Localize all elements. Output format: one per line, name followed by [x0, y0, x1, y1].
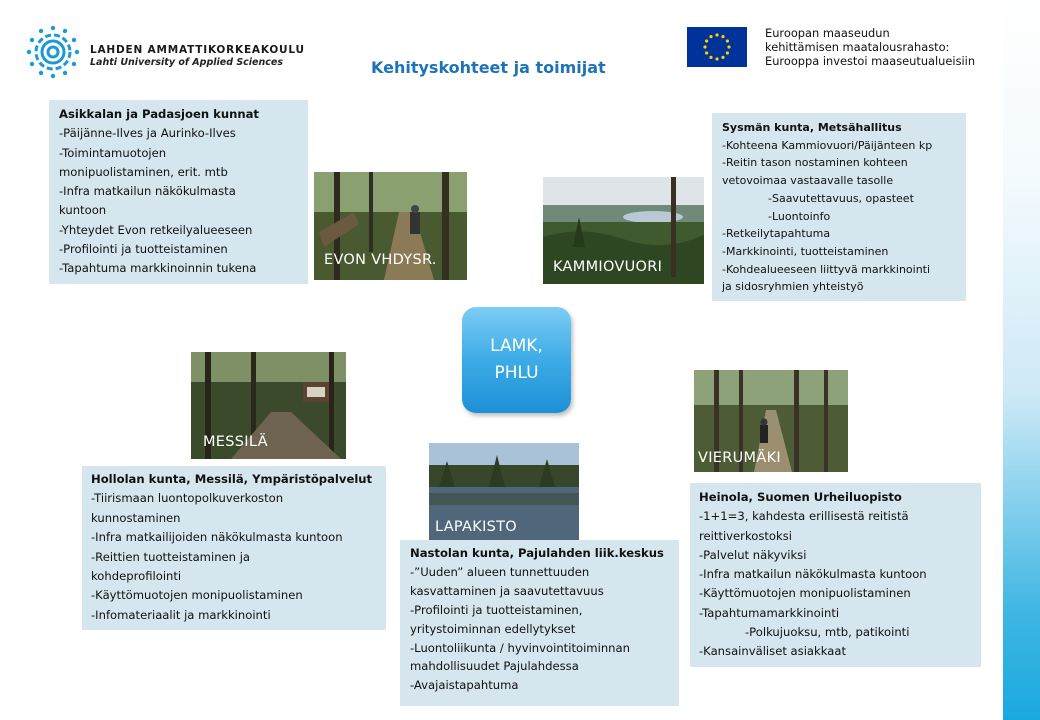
box-item: monipuolistaminen, erit. mtb	[59, 164, 228, 179]
lamk-logo-icon	[26, 25, 80, 79]
photo-messila	[191, 352, 346, 459]
page-title: Kehityskohteet ja toimijat	[371, 58, 606, 77]
box-item: kunnostaminen	[91, 510, 181, 525]
box-item: -Infra matkailijoiden näkökulmasta kuntoon	[91, 530, 343, 545]
box-item: -Infra matkailun näkökulmasta	[59, 184, 236, 199]
box-item: -Yhteydet Evon retkeilyalueeseen	[59, 222, 253, 237]
box-item: -Päijänne-Ilves ja Aurinko-Ilves	[59, 126, 236, 141]
photo-evo	[314, 172, 467, 280]
box-item: reittiverkostoksi	[699, 528, 792, 543]
lamk-phlu-center-node	[462, 307, 571, 413]
box-item: kasvattaminen ja saavutettavuus	[410, 583, 604, 598]
logo-subtitle: Lahti University of Applied Sciences	[90, 57, 283, 68]
box-item: kohdeprofilointi	[91, 569, 182, 584]
box-item: -Käyttömuotojen monipuolistaminen	[699, 586, 911, 601]
box-item: -Kansainväliset asiakkaat	[699, 644, 847, 659]
info-box-sysma	[712, 113, 966, 301]
photo-label-vierumaki: VIERUMÄKI	[698, 450, 781, 466]
info-box-nastola	[400, 540, 679, 706]
box-item: -Infra matkailun näkökulmasta kuntoon	[699, 567, 927, 582]
box-item: -Toimintamuotojen	[59, 145, 167, 160]
box-item: -Saavutettavuus, opasteet	[768, 191, 914, 205]
eu-funding-text	[765, 26, 975, 68]
eu-line: Eurooppa investoi maaseutualueisiin	[765, 54, 976, 68]
box-item: -Käyttömuotojen monipuolistaminen	[91, 588, 303, 603]
eu-line: Euroopan maaseudun	[765, 26, 890, 40]
box-item: -Kohdealueeseen liittyvä markkinointi	[722, 262, 931, 276]
box-heading: Hollolan kunta, Messilä, Ympäristöpalvelut	[91, 472, 373, 486]
box-item: -Retkeilytapahtuma	[722, 227, 831, 241]
box-item: -Avajaistapahtuma	[410, 678, 519, 693]
photo-label-lapakisto: LAPAKISTO	[435, 519, 518, 535]
center-line-1: LAMK,	[490, 336, 543, 356]
box-item: -Reitin tason nostaminen kohteen	[722, 156, 908, 170]
photo-label-evo: EVON VHDYSR.	[324, 252, 437, 268]
box-item: -Luontoliikunta / hyvinvointitoiminnan	[410, 640, 630, 655]
info-box-asikkala	[49, 100, 308, 284]
photo-label-kammiovuori: KAMMIOVUORI	[553, 259, 663, 275]
box-item: -Luontoinfo	[768, 209, 831, 223]
center-line-2: PHLU	[494, 363, 539, 383]
box-heading: Heinola, Suomen Urheiluopisto	[699, 490, 902, 504]
decorative-side-bar	[1003, 0, 1040, 720]
box-item: kuntoon	[59, 203, 107, 218]
box-item: -Polkujuoksu, mtb, patikointi	[745, 625, 910, 640]
eu-line: kehittämisen maatalousrahasto:	[765, 40, 950, 54]
box-item: yritystoiminnan edellytykset	[410, 621, 576, 636]
box-item: -Profilointi ja tuotteistaminen,	[410, 602, 583, 617]
photo-label-messila: MESSILÄ	[203, 434, 268, 450]
box-item: -Markkinointi, tuotteistaminen	[722, 244, 889, 258]
box-item: -Kohteena Kammiovuori/Päijänteen kp	[722, 138, 933, 152]
box-item: -1+1=3, kahdesta erillisestä reitistä	[699, 509, 909, 524]
info-box-heinola	[690, 483, 981, 667]
box-item: -Tiirismaan luontopolkuverkoston	[91, 491, 284, 506]
box-item: -Tapahtuma markkinoinnin tukena	[59, 261, 257, 276]
eu-flag-icon	[687, 27, 747, 67]
box-item: -Infomateriaalit ja markkinointi	[91, 607, 271, 622]
box-heading: Sysmän kunta, Metsähallitus	[722, 121, 902, 134]
photo-lapakisto	[429, 443, 579, 540]
box-item: -Palvelut näkyviksi	[699, 547, 807, 562]
box-item: -”Uuden” alueen tunnettuuden	[410, 564, 590, 579]
box-item: -Reittien tuotteistaminen ja	[91, 549, 251, 564]
box-item: vetovoimaa vastaavalle tasolle	[722, 174, 894, 188]
box-item: mahdollisuudet Pajulahdessa	[410, 659, 579, 674]
photo-kammiovuori	[543, 177, 704, 284]
box-heading: Nastolan kunta, Pajulahden liik.keskus	[410, 546, 664, 560]
box-heading: Asikkalan ja Padasjoen kunnat	[59, 107, 259, 121]
box-item: -Tapahtumamarkkinointi	[699, 605, 840, 620]
photo-vierumaki	[694, 370, 848, 472]
box-item: -Profilointi ja tuotteistaminen	[59, 242, 228, 257]
info-box-hollola	[82, 466, 386, 630]
logo-title: LAHDEN AMMATTIKORKEAKOULU	[90, 44, 305, 56]
box-item: ja sidosryhmien yhteistyö	[722, 280, 864, 294]
